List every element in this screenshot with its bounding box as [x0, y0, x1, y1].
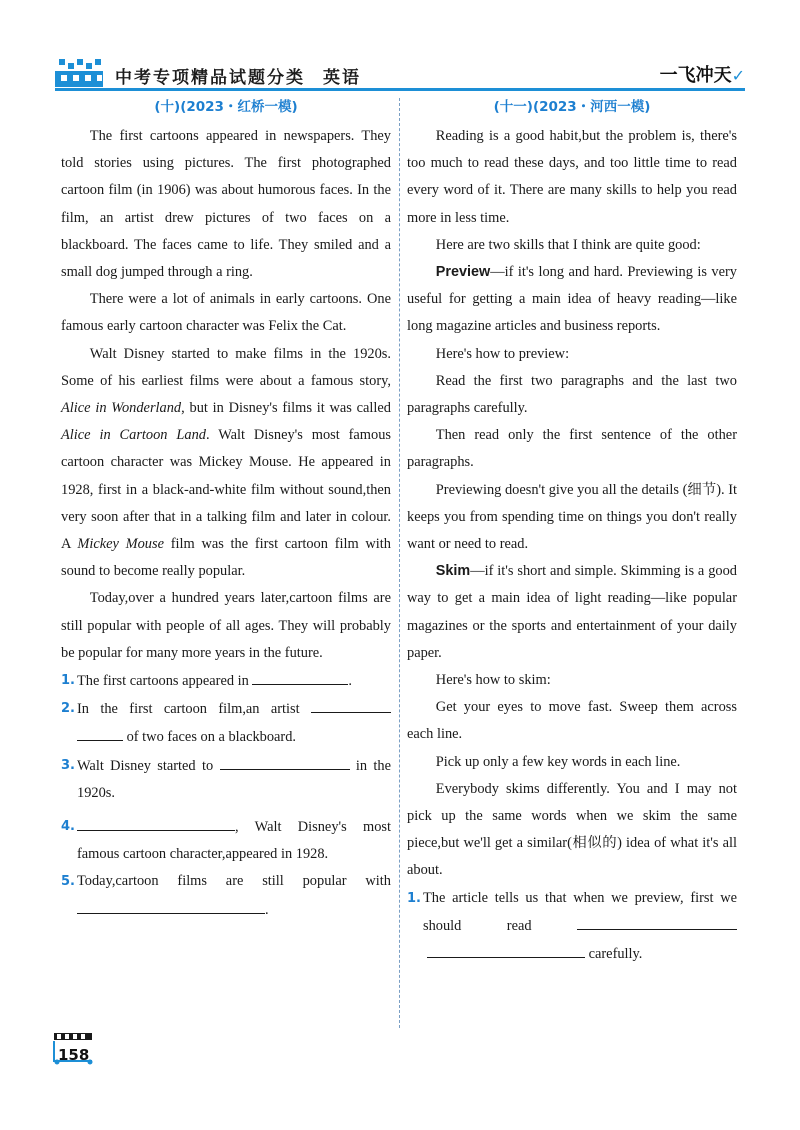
italic-title: Alice in Cartoon Land: [61, 427, 206, 444]
paragraph: Today,over a hundred years later,cartoon films are still popular with people of all ages. They will probably be popular for many more years in the future.: [61, 590, 391, 661]
paragraph: Previewing doesn't give you all the details (细节). It keeps you from spending time on things you don't really want or need to read.: [407, 481, 737, 553]
left-column: [61, 96, 391, 924]
paragraph: Get your eyes to move fast. Sweep them across each line.: [407, 699, 737, 743]
subject-label: 英语: [323, 68, 361, 88]
paragraph: There were a lot of animals in early cartoons. One famous early cartoon character was Felix the Cat.: [61, 291, 391, 335]
page-header: [55, 57, 745, 87]
header-rule: [55, 88, 745, 91]
question-4: 4. , Walt Disney's most famous cartoon character,appeared in 1928.: [61, 813, 391, 868]
italic-title: Mickey Mouse: [77, 536, 164, 553]
paragraph: Here's how to preview:: [435, 345, 570, 362]
brand-logo: [660, 61, 745, 87]
answer-blank[interactable]: [220, 752, 350, 770]
skill-term: Skim: [435, 563, 471, 580]
answer-blank[interactable]: [427, 940, 585, 958]
question-number: 5.: [61, 874, 75, 890]
skill-term: Preview: [435, 264, 491, 281]
paragraph: Pick up only a few key words in each line.: [435, 753, 681, 770]
paragraph: Then read only the first sentence of the other paragraphs.: [407, 427, 737, 471]
question-1: 1. The first cartoons appeared in .: [61, 667, 391, 695]
book-title: [115, 63, 361, 88]
paragraph: The first cartoons appeared in newspapers. They told stories using pictures. The first photographed cartoon film (in 1906) was about humorous faces. In the film, an artist drew pictures of two faces on a blackboard. The faces came to life. They smiled and a small dog jumped through a ring.: [61, 128, 391, 281]
question-2: 2. In the first cartoon film,an artist of two faces on a blackboard.: [61, 695, 391, 751]
paragraph: Here's how to skim:: [435, 672, 551, 689]
question-number: 4.: [61, 819, 75, 835]
italic-title: Alice in Wonderland: [61, 400, 182, 417]
brand-text: 一飞冲天: [659, 65, 732, 86]
question-number: 1.: [407, 890, 421, 906]
section-title-10: (十)(2023・红桥一模): [154, 99, 298, 115]
section-title-11: (十一)(2023・河西一模): [493, 99, 651, 115]
answer-blank[interactable]: [252, 667, 348, 685]
paragraph: Read the first two paragraphs and the last two paragraphs carefully.: [407, 372, 737, 417]
answer-blank[interactable]: [311, 695, 391, 713]
answer-blank[interactable]: [577, 912, 737, 930]
question-3: 3. Walt Disney started to in the 1920s.: [61, 752, 391, 807]
paragraph: Reading is a good habit,but the problem is, there's too much to read these days, and too little time to read every word of it. There are many skills to help you read more in less time.: [407, 128, 737, 226]
question-number: 3.: [61, 757, 75, 773]
right-column: [407, 96, 737, 968]
answer-blank[interactable]: [77, 813, 235, 831]
paragraph: Everybody skims differently. You and I may not pick up the same words when we skim the same piece,but we'll get a similar(相似的) idea of what it's all about.: [407, 780, 737, 879]
page-number: 158: [58, 1046, 90, 1064]
paragraph: Skim—if it's short and simple. Skimming is a good way to get a main idea of light reading—like popular magazines or the sports and entertainment of your daily paper.: [407, 563, 737, 661]
question-number: 2.: [61, 701, 75, 717]
question-5: 5. Today,cartoon films are still popular with .: [61, 868, 391, 923]
answer-blank[interactable]: [77, 896, 265, 914]
book-title-text: 中考专项精品试题分类: [115, 68, 305, 88]
checker-logo-icon: [55, 57, 103, 87]
paragraph: Preview—if it's long and hard. Previewing is very useful for getting a main idea of heavy reading—like long magazine articles and business reports.: [407, 264, 737, 335]
paragraph: Walt Disney started to make films in the 1920s. Some of his earliest films were about a famous story, Alice in Wonderland, but in Disney's films it was called Alice in Cartoon Land. Walt Disney's most famous cartoon character was Mickey Mouse. He appeared in 1928, first in a black-and-white film without sound,then very soon after that in a talking film and later in colour. A Mickey Mouse film was the first cartoon film with sound to become really popular.: [61, 345, 391, 580]
question-1: 1. The article tells us that when we preview, first we should read carefully.: [407, 885, 737, 969]
answer-blank[interactable]: [77, 723, 123, 741]
column-divider: [399, 98, 400, 1028]
checkmark-icon: ✓: [731, 66, 745, 85]
paragraph: Here are two skills that I think are quite good:: [435, 236, 701, 253]
question-number: 1.: [61, 673, 75, 689]
